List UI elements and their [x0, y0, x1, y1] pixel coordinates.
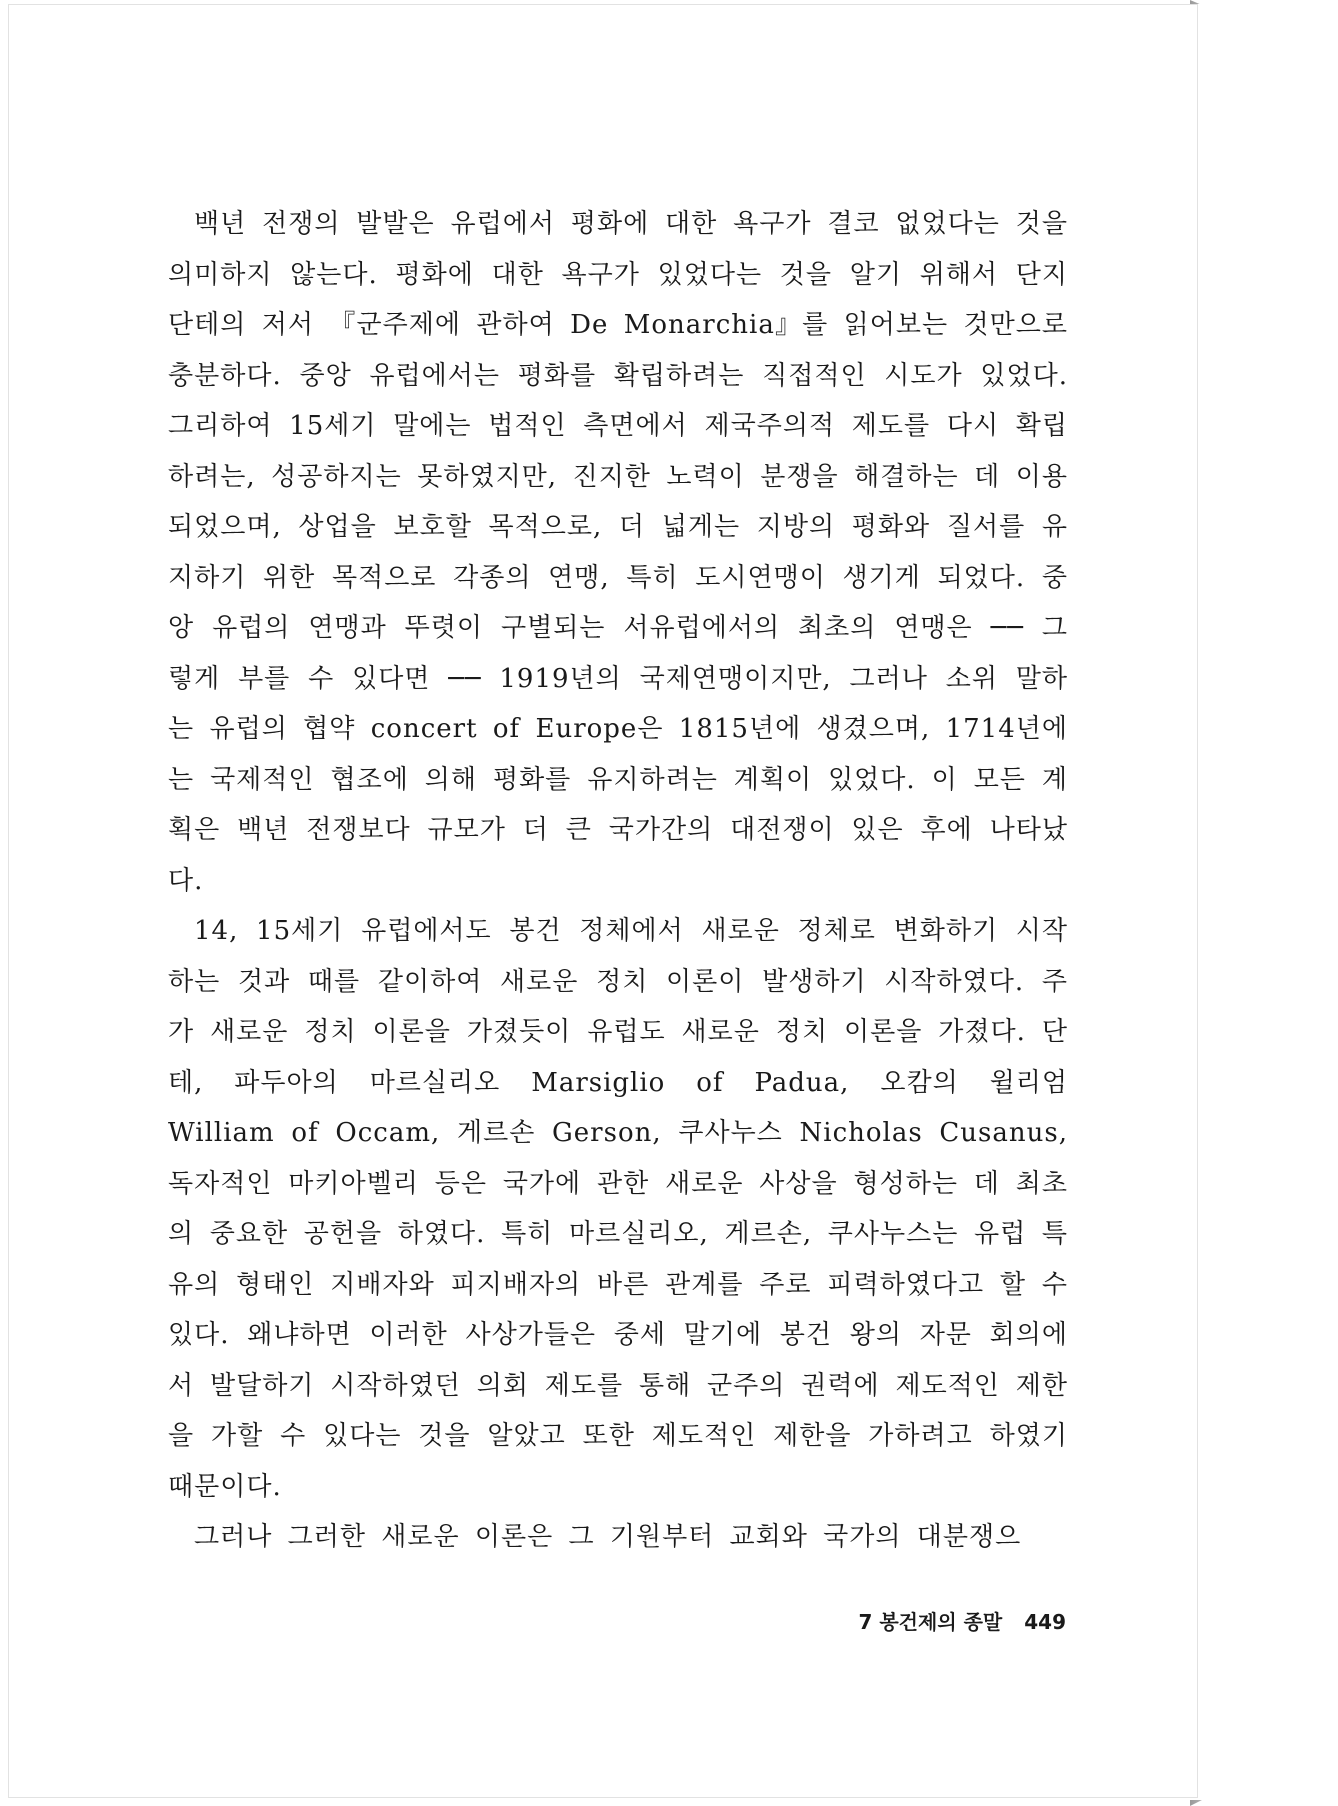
chapter-title: 7 봉건제의 종말: [858, 1610, 1003, 1634]
book-page: [8, 4, 1238, 1800]
paragraph-1: 백년 전쟁의 발발은 유럽에서 평화에 대한 욕구가 결코 없었다는 것을 의미하지 않는다. 평화에 대한 욕구가 있었다는 것을 알기 위해서 단지 단테의 저서 『군주제에 관하여 De Monarchia』를 읽어보는 것만으로 충분하다. 중앙 유럽에서는 평화를 확립하려는 직접적인 시도가 있었다. 그리하여 15세기 말에는 법적인 측면에서 제국주의적 제도를 다시 확립하려는, 성공하지는 못하였지만, 진지한 노력이 분쟁을 해결하는 데 이용되었으며, 상업을 보호할 목적으로, 더 넓게는 지방의 평화와 질서를 유지하기 위한 목적으로 각종의 연맹, 특히 도시연맹이 생기게 되었다. 중앙 유럽의 연맹과 뚜렷이 구별되는 서유럽에서의 최초의 연맹은 ── 그렇게 부를 수 있다면 ── 1919년의 국제연맹이지만, 그러나 소위 말하는 유럽의 협약 concert of Europe은 1815년에 생겼으며, 1714년에는 국제적인 협조에 의해 평화를 유지하려는 계획이 있었다. 이 모든 계획은 백년 전쟁보다 규모가 더 큰 국가간의 대전쟁이 있은 후에 나타났다.: [168, 209, 1068, 896]
body-text: [168, 199, 1068, 1563]
running-footer: [8, 1606, 1066, 1635]
paragraph-2: 14, 15세기 유럽에서도 봉건 정체에서 새로운 정체로 변화하기 시작하는 것과 때를 같이하여 새로운 정치 이론이 발생하기 시작하였다. 주가 새로운 정치 이론을 가졌듯이 유럽도 새로운 정치 이론을 가졌다. 단테, 파두아의 마르실리오 Marsiglio of Padua, 오캄의 윌리엄 William of Occam, 게르손 Gerson, 쿠사누스 Nicholas Cusanus, 독자적인 마키아벨리 등은 국가에 관한 새로운 사상을 형성하는 데 최초의 중요한 공헌을 하였다. 특히 마르실리오, 게르손, 쿠사누스는 유럽 특유의 형태인 지배자와 피지배자의 바른 관계를 주로 피력하였다고 할 수 있다. 왜냐하면 이러한 사상가들은 중세 말기에 봉건 왕의 자문 회의에서 발달하기 시작하였던 의회 제도를 통해 군주의 권력에 제도적인 제한을 가할 수 있다는 것을 알았고 또한 제도적인 제한을 가하려고 하였기 때문이다.: [168, 916, 1068, 1502]
page-number: 449: [1024, 1610, 1066, 1634]
paragraph-3: 그러나 그러한 새로운 이론은 그 기원부터 교회와 국가의 대분쟁으: [194, 1522, 1022, 1552]
